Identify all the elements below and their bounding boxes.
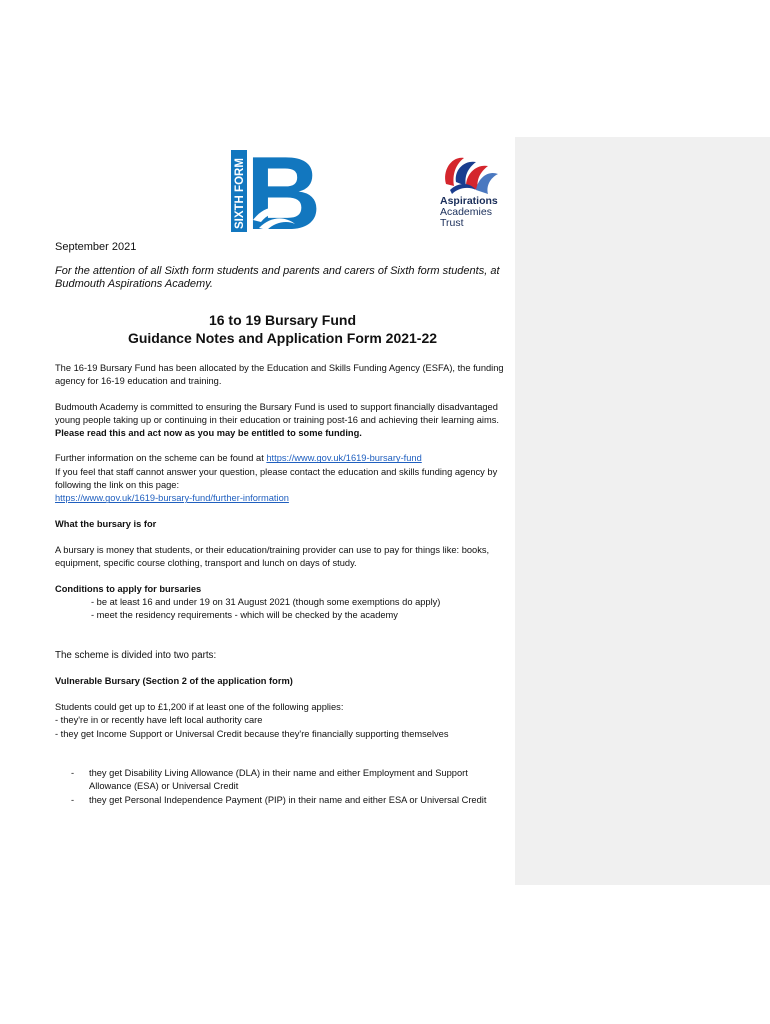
title-line-1: 16 to 19 Bursary Fund [208, 312, 357, 328]
vulnerable-bursary-heading: Vulnerable Bursary (Section 2 of the application form) [55, 675, 293, 686]
vulnerable-line: - they're in or recently have left local authority care [55, 715, 263, 726]
conditions-list [55, 596, 510, 623]
commitment-bold: Please read this and act now as you may be entitled to some funding. [55, 428, 362, 439]
vulnerable-line: - they get Income Support or Universal Credit because they're financially supporting themselves [55, 728, 449, 739]
sixth-form-logo [231, 136, 322, 252]
list-item: - they get Personal Independence Payment (PIP) in their name and either ESA or Universal Credit [71, 794, 487, 805]
what-bursary-text: A bursary is money that students, or their education/training provider can use to pay for things like: books, equipment, specific course clothing, transport and lunch on days of study. [55, 544, 490, 569]
document-title [55, 312, 510, 347]
sixth-form-logo-letter: B [246, 136, 322, 252]
vulnerable-bullets [55, 767, 510, 807]
what-bursary-heading: What the bursary is for [55, 518, 157, 529]
commitment-paragraph [55, 401, 510, 441]
document-body [55, 241, 510, 807]
list-item: - they get Disability Living Allowance (DLA) in their name and either Employment and Support Allowance (ESA) or Universal Credit [71, 767, 468, 792]
vulnerable-intro: Students could get up to £1,200 if at least one of the following applies: [55, 702, 344, 713]
further-information-link[interactable]: https://www.gov.uk/1619-bursary-fund/further-information [55, 493, 289, 504]
intro-paragraph: The 16-19 Bursary Fund has been allocated by the Education and Skills Funding Agency (ESFA), the funding agency for 16-19 education and training. [55, 363, 504, 387]
further-info-middle: If you feel that staff cannot answer your question, please contact the education and skills funding agency by following the link on this page: [55, 466, 498, 491]
bursary-fund-link[interactable]: https://www.gov.uk/1619-bursary-fund [266, 453, 422, 464]
condition-item: - meet the residency requirements - which will be checked by the academy [91, 610, 398, 621]
further-info-prefix: Further information on the scheme can be found at [55, 453, 264, 464]
bullet-text: they get Disability Living Allowance (DLA) in their name and either Employment and Support Allowance (ESA) or Universal Credit [89, 767, 468, 792]
comments-pane [515, 137, 770, 885]
sixth-form-logo-text: SIXTH FORM [234, 158, 246, 229]
aspirations-logo-line1: Aspirations [440, 195, 498, 207]
aspirations-logo-text [440, 196, 498, 229]
further-info-paragraph [55, 452, 510, 505]
title-line-2: Guidance Notes and Application Form 2021-22 [127, 329, 438, 346]
aspirations-logo-line2: Academies [440, 206, 492, 218]
conditions-heading: Conditions to apply for bursaries [55, 583, 202, 594]
aspirations-logo-line3: Trust [440, 217, 464, 229]
commitment-text: Budmouth Academy is committed to ensuring the Bursary Fund is used to support financially disadvantaged young people taking up or continuing in their education or training post-16 and achieving their learning aims. [55, 401, 499, 425]
condition-item: - be at least 16 and under 19 on 31 August 2021 (though some exemptions do apply) [91, 596, 441, 607]
document-date: September 2021 [55, 241, 137, 253]
attention-line: For the attention of all Sixth form students and parents and carers of Sixth form students, at Budmouth Aspirations Academy. [55, 265, 500, 290]
vulnerable-bursary-criteria [55, 701, 510, 741]
scheme-parts-text: The scheme is divided into two parts: [55, 650, 217, 662]
bullet-text: they get Personal Independence Payment (PIP) in their name and either ESA or Universal Credit [89, 794, 487, 805]
